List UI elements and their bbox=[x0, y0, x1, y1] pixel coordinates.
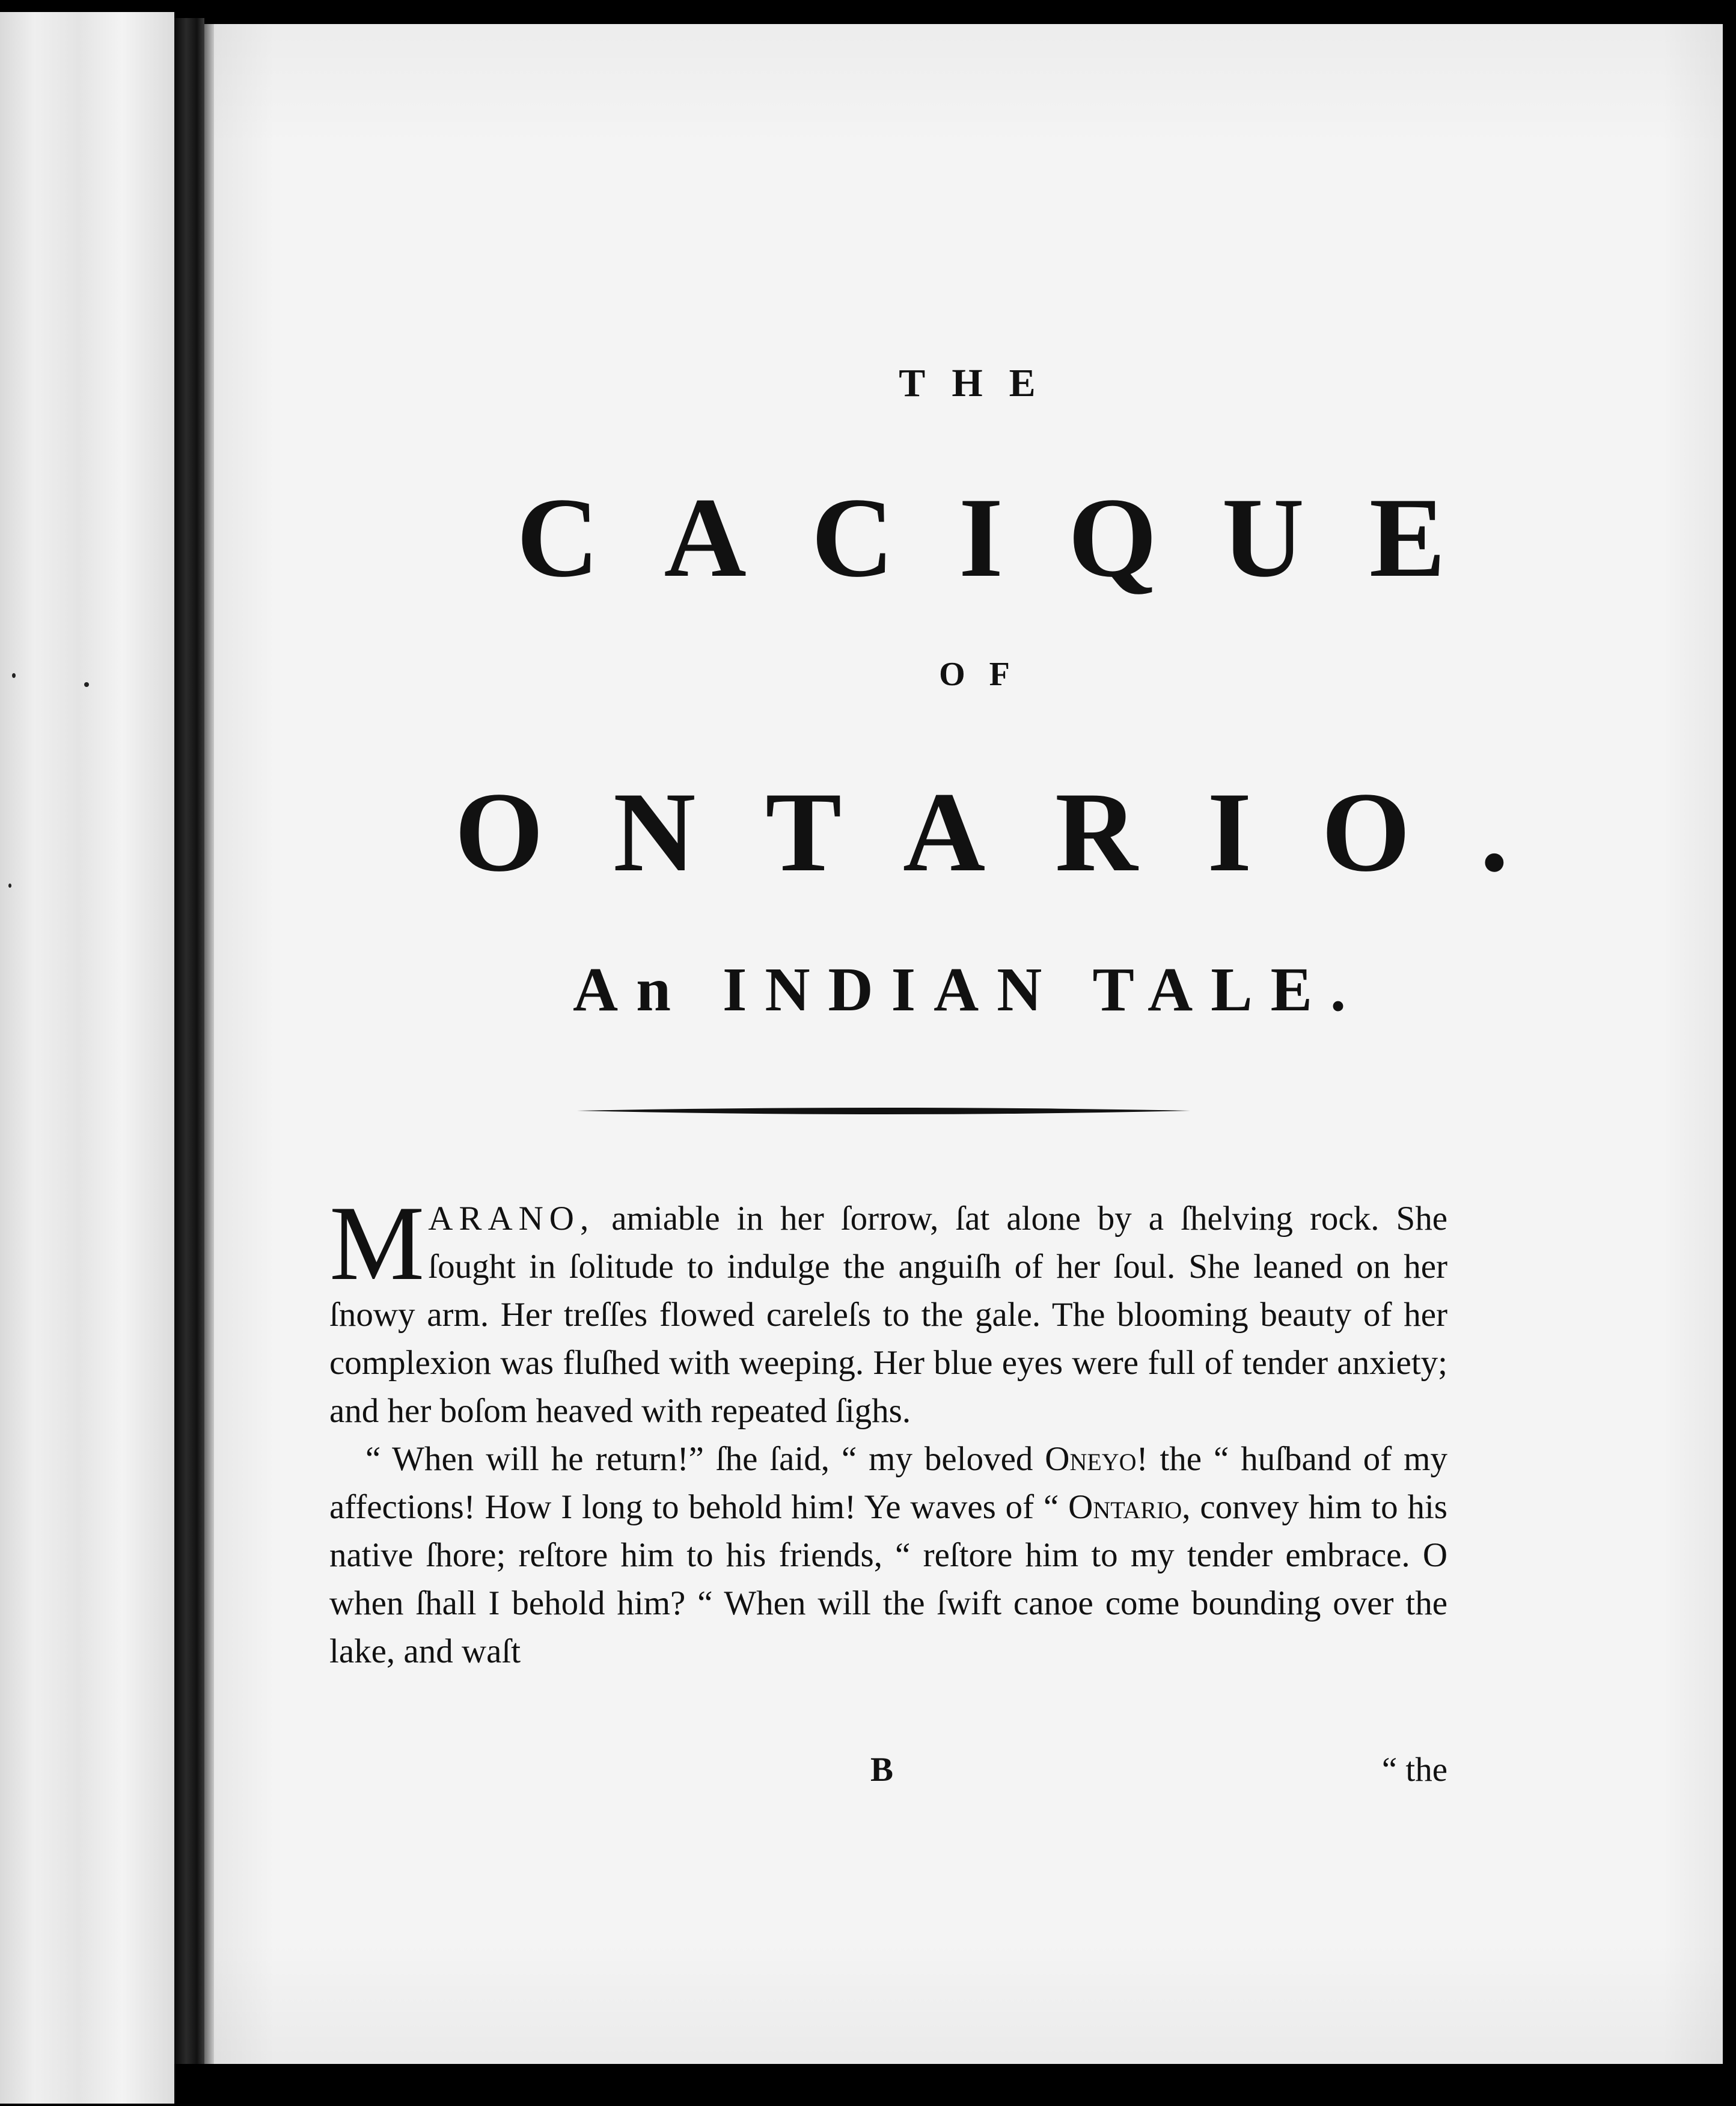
title-ontario: ONTARIO. bbox=[454, 769, 1579, 896]
signature-mark: B bbox=[870, 1751, 894, 1789]
speech-part-2: ! the “ huſband of my affections! How I long to behold him! Ye waves of “ bbox=[329, 1440, 1448, 1526]
title-of: OF bbox=[939, 656, 1034, 693]
title-cacique: CACIQUE bbox=[516, 475, 1511, 601]
ink-speck bbox=[8, 884, 11, 888]
page-bottom-border bbox=[174, 2064, 1736, 2106]
page-right-border bbox=[1723, 18, 1736, 2106]
name-ontario: Ontario bbox=[1068, 1488, 1182, 1526]
page-sheet bbox=[214, 24, 1723, 2064]
paragraph-speech bbox=[329, 1435, 1447, 1676]
speech-part-3: , convey him to his native ſhore; reſtore him to his friends, “ reſtore him to my tender embrace. O when ſhall I behold him? “ When will the ſwift canoe come bounding over the lake, and waſt bbox=[329, 1488, 1447, 1670]
subtitle-indian-tale: An INDIAN TALE. bbox=[573, 955, 1364, 1024]
name-oneyo: Oneyo bbox=[1045, 1440, 1137, 1478]
ink-speck bbox=[84, 682, 89, 687]
ink-speck bbox=[12, 673, 16, 678]
speech-part-1: “ When will he return!” ſhe ſaid, “ my beloved bbox=[365, 1440, 1033, 1478]
ornamental-rule bbox=[577, 1105, 1190, 1118]
title-the: THE bbox=[899, 361, 1062, 405]
drop-cap: M bbox=[329, 1183, 425, 1302]
spine-shadow bbox=[204, 24, 214, 2080]
first-word: ARANO, bbox=[428, 1200, 595, 1238]
catchword: “ the bbox=[1381, 1751, 1447, 1789]
body-text bbox=[329, 1183, 1448, 1676]
book-spine bbox=[174, 18, 204, 2086]
paragraph-opening-text: amiable in her ſorrow, ſat alone by a ſhelving rock. She ſought in ſolitude to indulge the anguiſh of her ſoul. She leaned on her ſnowy arm. Her treſſes flowed careleſs to the gale. The blooming beauty of her complexion was fluſhed with weeping. Her blue eyes were full of tender anxiety; and her boſom heaved with repeated ſighs. bbox=[329, 1200, 1448, 1430]
previous-page-edge bbox=[0, 12, 174, 2104]
paragraph-opening bbox=[329, 1183, 1448, 1435]
